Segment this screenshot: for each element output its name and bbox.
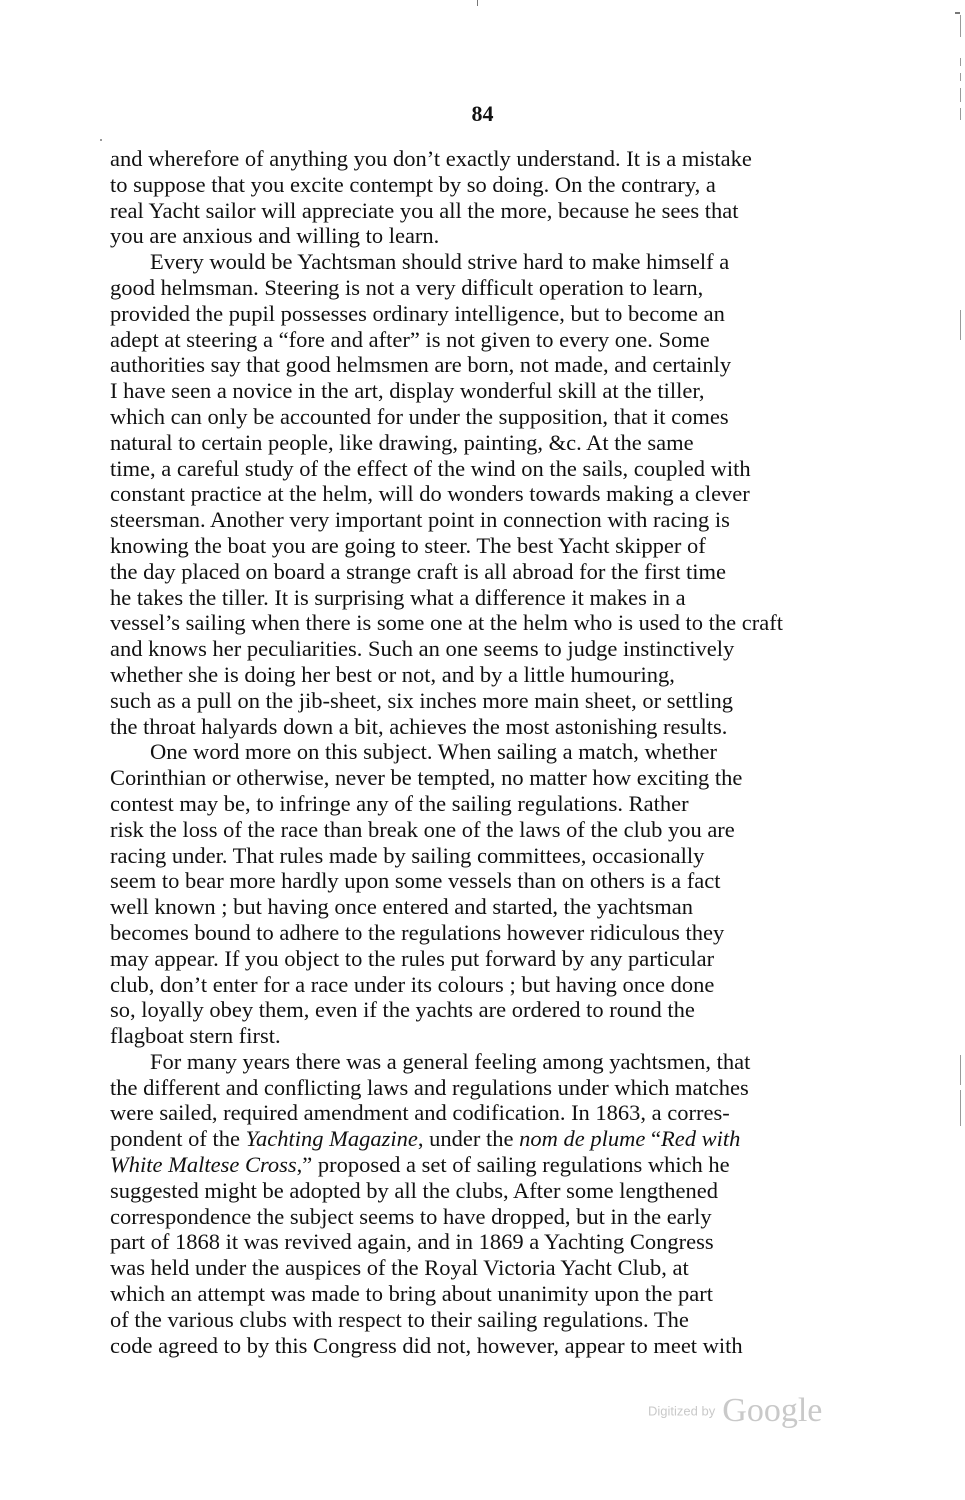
text-line: contest may be, to infringe any of the sailing regulations. Rather bbox=[110, 790, 689, 816]
text-line: authorities say that good helmsmen are born, not made, and certainly bbox=[110, 352, 732, 378]
google-logo-text: Google bbox=[722, 1392, 823, 1429]
text-line: to suppose that you excite contempt by so doing. On the contrary, a bbox=[110, 171, 716, 197]
italic-title-yachting-magazine: Yachting Magazine bbox=[245, 1126, 418, 1152]
text-line: real Yacht sailor will appreciate you all the more, because he sees that bbox=[110, 197, 739, 223]
text-line: becomes bound to adhere to the regulations however ridiculous they bbox=[110, 919, 725, 945]
text-line: the throat halyards down a bit, achieves the most astonishing results. bbox=[110, 713, 728, 739]
text-line: Corinthian or otherwise, never be tempted, no matter how exciting the bbox=[110, 765, 743, 791]
page-number: 84 bbox=[471, 101, 494, 126]
text-line: part of 1868 it was revived again, and in 1869 a Yachting Congress bbox=[110, 1229, 714, 1255]
text-line-with-italics bbox=[110, 1126, 885, 1152]
text-line: and wherefore of anything you don’t exactly understand. It is a mistake bbox=[110, 146, 752, 171]
text-line: time, a careful study of the effect of the wind on the sails, coupled with bbox=[110, 455, 751, 481]
scan-edge-mark bbox=[960, 1090, 961, 1126]
text-line: which can only be accounted for under the supposition, that it comes bbox=[110, 403, 729, 429]
text-line: whether she is doing her best or not, and by a little humouring, bbox=[110, 661, 675, 687]
text-line: the different and conflicting laws and regulations under which matches bbox=[110, 1074, 749, 1100]
scan-edge-mark bbox=[960, 73, 961, 81]
watermark-prefix: Digitized by bbox=[648, 1403, 716, 1419]
scan-edge-mark bbox=[960, 15, 961, 37]
scan-edge-mark bbox=[960, 310, 961, 340]
text-segment: pondent of the bbox=[110, 1126, 246, 1152]
text-line: flagboat stern first. bbox=[110, 1023, 281, 1049]
text-line: suggested might be adopted by all the clubs, After some lengthened bbox=[110, 1177, 718, 1203]
scan-speck bbox=[100, 139, 102, 141]
text-line: were sailed, required amendment and codification. In 1863, a corres- bbox=[110, 1100, 730, 1126]
italic-pseudonym: White Maltese Cross bbox=[110, 1152, 297, 1178]
text-line: of the various clubs with respect to their sailing regulations. The bbox=[110, 1306, 689, 1332]
digitized-by-google-watermark bbox=[648, 1392, 822, 1430]
text-line: risk the loss of the race than break one of the laws of the club you are bbox=[110, 816, 735, 842]
text-line: such as a pull on the jib-sheet, six inches more main sheet, or settling bbox=[110, 687, 733, 713]
text-line: constant practice at the helm, will do wonders towards making a clever bbox=[110, 481, 750, 507]
text-line: correspondence the subject seems to have dropped, but in the early bbox=[110, 1203, 712, 1229]
text-line: well known ; but having once entered and started, the yachtsman bbox=[110, 894, 693, 920]
body-text bbox=[110, 146, 885, 1358]
scan-edge-mark bbox=[477, 0, 478, 6]
text-line: steersman. Another very important point in connection with racing is bbox=[110, 507, 730, 533]
text-line: code agreed to by this Congress did not, however, appear to meet with bbox=[110, 1332, 743, 1358]
text-line: you are anxious and willing to learn. bbox=[110, 223, 440, 249]
text-line: which an attempt was made to bring about unanimity upon the part bbox=[110, 1281, 713, 1307]
text-line: I have seen a novice in the art, display wonderful skill at the tiller, bbox=[110, 378, 705, 404]
italic-phrase-nom-de-plume: nom de plume bbox=[519, 1126, 646, 1152]
scan-edge-mark bbox=[955, 12, 960, 14]
scan-edge-mark bbox=[960, 88, 961, 102]
text-line: provided the pupil possesses ordinary intelligence, but to become an bbox=[110, 300, 725, 326]
text-line: may appear. If you object to the rules put forward by any particular bbox=[110, 945, 715, 971]
text-line: vessel’s sailing when there is some one at the helm who is used to the craft bbox=[110, 610, 783, 636]
italic-pseudonym: Red with bbox=[660, 1126, 741, 1152]
text-segment: , under the bbox=[417, 1126, 520, 1152]
scan-edge-mark bbox=[960, 1055, 961, 1085]
paragraph-start-line: One word more on this subject. When sailing a match, whether bbox=[150, 739, 717, 765]
paragraph-start-line: Every would be Yachtsman should strive hard to make himself a bbox=[150, 249, 730, 275]
text-line: the day placed on board a strange craft is all abroad for the first time bbox=[110, 558, 727, 584]
text-line: seem to bear more hardly upon some vessels than on others is a fact bbox=[110, 868, 721, 894]
text-line: club, don’t enter for a race under its colours ; but having once done bbox=[110, 971, 715, 997]
text-line: he takes the tiller. It is surprising what a difference it makes in a bbox=[110, 584, 686, 610]
text-segment: ,” proposed a set of sailing regulations which he bbox=[296, 1152, 730, 1178]
text-line: racing under. That rules made by sailing committees, occasionally bbox=[110, 842, 705, 868]
text-line: so, loyally obey them, even if the yachts are ordered to round the bbox=[110, 997, 695, 1023]
text-line: natural to certain people, like drawing, painting, &c. At the same bbox=[110, 429, 694, 455]
text-line: was held under the auspices of the Royal Victoria Yacht Club, at bbox=[110, 1255, 689, 1281]
paragraph-start-line: For many years there was a general feeling among yachtsmen, that bbox=[150, 1048, 751, 1074]
text-line: good helmsman. Steering is not a very difficult operation to learn, bbox=[110, 274, 704, 300]
text-line: knowing the boat you are going to steer. The best Yacht skipper of bbox=[110, 532, 706, 558]
text-segment: “ bbox=[645, 1126, 661, 1152]
text-line: and knows her peculiarities. Such an one seems to judge instinctively bbox=[110, 636, 735, 662]
scan-edge-mark bbox=[960, 58, 961, 66]
text-line-with-italics bbox=[110, 1152, 885, 1178]
text-line: adept at steering a “fore and after” is not given to every one. Some bbox=[110, 326, 710, 352]
